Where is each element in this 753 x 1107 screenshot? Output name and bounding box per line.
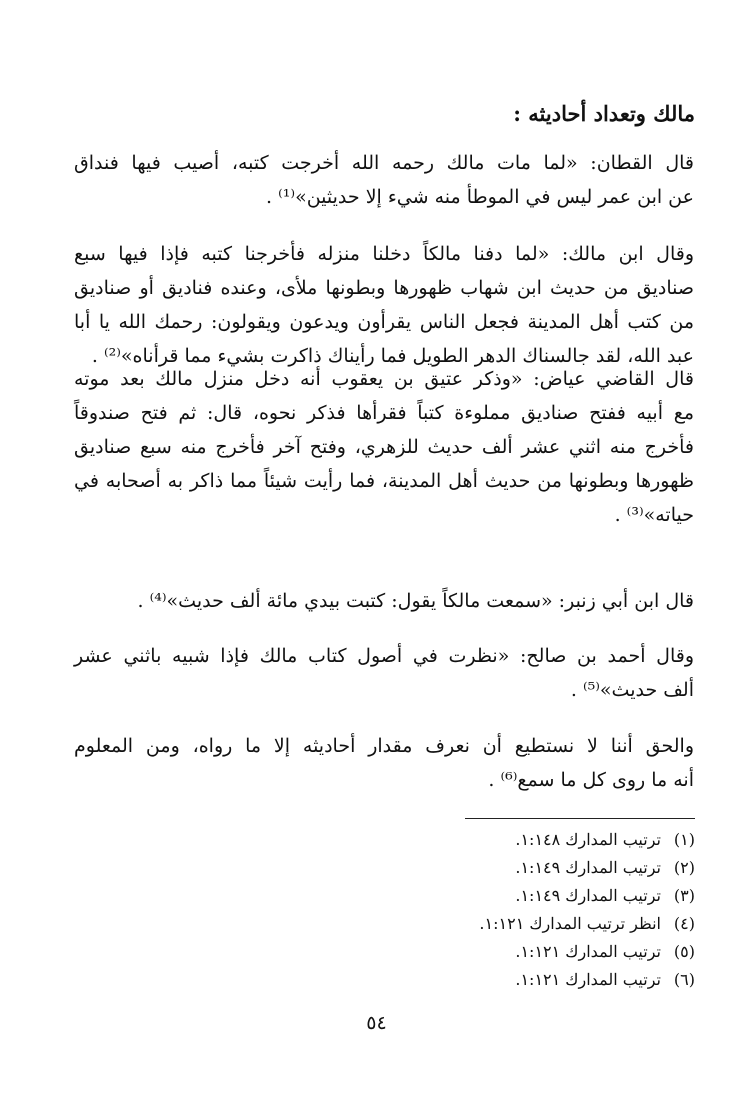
footnote-text: ترتيب المدارك ١:١٢١. xyxy=(515,942,661,961)
footnote-text: ترتيب المدارك ١:١٤٨. xyxy=(515,830,661,849)
paragraph-6 xyxy=(74,729,694,797)
paragraph-3 xyxy=(74,362,694,532)
footnote-number: (٢) xyxy=(673,858,695,877)
text-line: وقال ابن مالك: «لما دفنا مالكاً دخلنا منزله فأخرجنا كتبه فإذا فيها سبع xyxy=(74,243,694,265)
text-line: قال ابن أبي زنبر: «سمعت مالكاً يقول: كتبت بيدي مائة ألف حديث»⁽⁴⁾ . xyxy=(137,590,694,612)
footnote-text: ترتيب المدارك ١:١٢١. xyxy=(515,970,661,989)
paragraph-4 xyxy=(74,584,694,618)
text-line: ظهورها وبطونها من حديث أهل المدينة، فما رأيت شيئاً مما ذاكر به أصحابه في xyxy=(74,470,694,492)
text-line: والحق أننا لا نستطيع أن نعرف مقدار أحاديثه إلا ما رواه، ومن المعلوم xyxy=(74,735,694,757)
footnote-item xyxy=(395,854,695,882)
page-number: ٥٤ xyxy=(366,1012,387,1034)
paragraph-2 xyxy=(74,237,694,373)
text-line: قال القاضي عياض: «وذكر عتيق بن يعقوب أنه دخل منزل مالك بعد موته xyxy=(74,368,694,390)
text-line: أنه ما روى كل ما سمع⁽⁶⁾ . xyxy=(488,769,694,791)
section-heading: مالك وتعداد أحاديثه : xyxy=(513,101,695,126)
text-line: قال القطان: «لما مات مالك رحمه الله أخرجت كتبه، أصيب فيها فنداق xyxy=(74,152,694,174)
footnote-number: (٤) xyxy=(673,914,695,933)
paragraph-1 xyxy=(74,146,694,214)
footnote-text: ترتيب المدارك ١:١٤٩. xyxy=(515,858,661,877)
text-line: صناديق من حديث ابن شهاب ظهورها وبطونها ملأى، وعنده فناديق أو صناديق xyxy=(74,277,694,299)
paragraph-5 xyxy=(74,639,694,707)
footnote-number: (١) xyxy=(673,830,695,849)
footnote-item xyxy=(395,826,695,854)
text-line: من كتب أهل المدينة فجعل الناس يقرأون ويدعون ويقولون: رحمك الله يا أبا xyxy=(74,311,694,333)
footnote-item xyxy=(395,966,695,994)
footnote-text: ترتيب المدارك ١:١٤٩. xyxy=(515,886,661,905)
text-line: عن ابن عمر ليس في الموطأ منه شيء إلا حديثين»⁽¹⁾ . xyxy=(266,186,694,208)
footnote-item xyxy=(395,910,695,938)
footnote-text: انظر ترتيب المدارك ١:١٢١. xyxy=(479,914,661,933)
text-line: ألف حديث»⁽⁵⁾ . xyxy=(570,679,694,701)
text-line: حياته»⁽³⁾ . xyxy=(614,504,694,526)
text-line: مع أبيه ففتح صناديق مملوءة كتباً فقرأها فذكر نحوه، قال: ثم فتح صندوقاً xyxy=(74,402,694,424)
footnote-item xyxy=(395,882,695,910)
footnote-divider xyxy=(465,818,695,819)
text-line: فأخرج منه اثني عشر ألف حديث للزهري، وفتح آخر فأخرج منه سبع صناديق xyxy=(74,436,694,458)
text-line: عبد الله، لقد جالسناك الدهر الطويل فما رأيناك ذاكرت بشيء مما قرأناه»⁽²⁾ . xyxy=(91,345,694,367)
footnotes-list xyxy=(395,826,695,994)
footnote-number: (٥) xyxy=(673,942,695,961)
footnote-item xyxy=(395,938,695,966)
footnote-number: (٣) xyxy=(673,886,695,905)
text-line: وقال أحمد بن صالح: «نظرت في أصول كتاب مالك فإذا شبيه باثني عشر xyxy=(74,645,694,667)
footnote-number: (٦) xyxy=(673,970,695,989)
